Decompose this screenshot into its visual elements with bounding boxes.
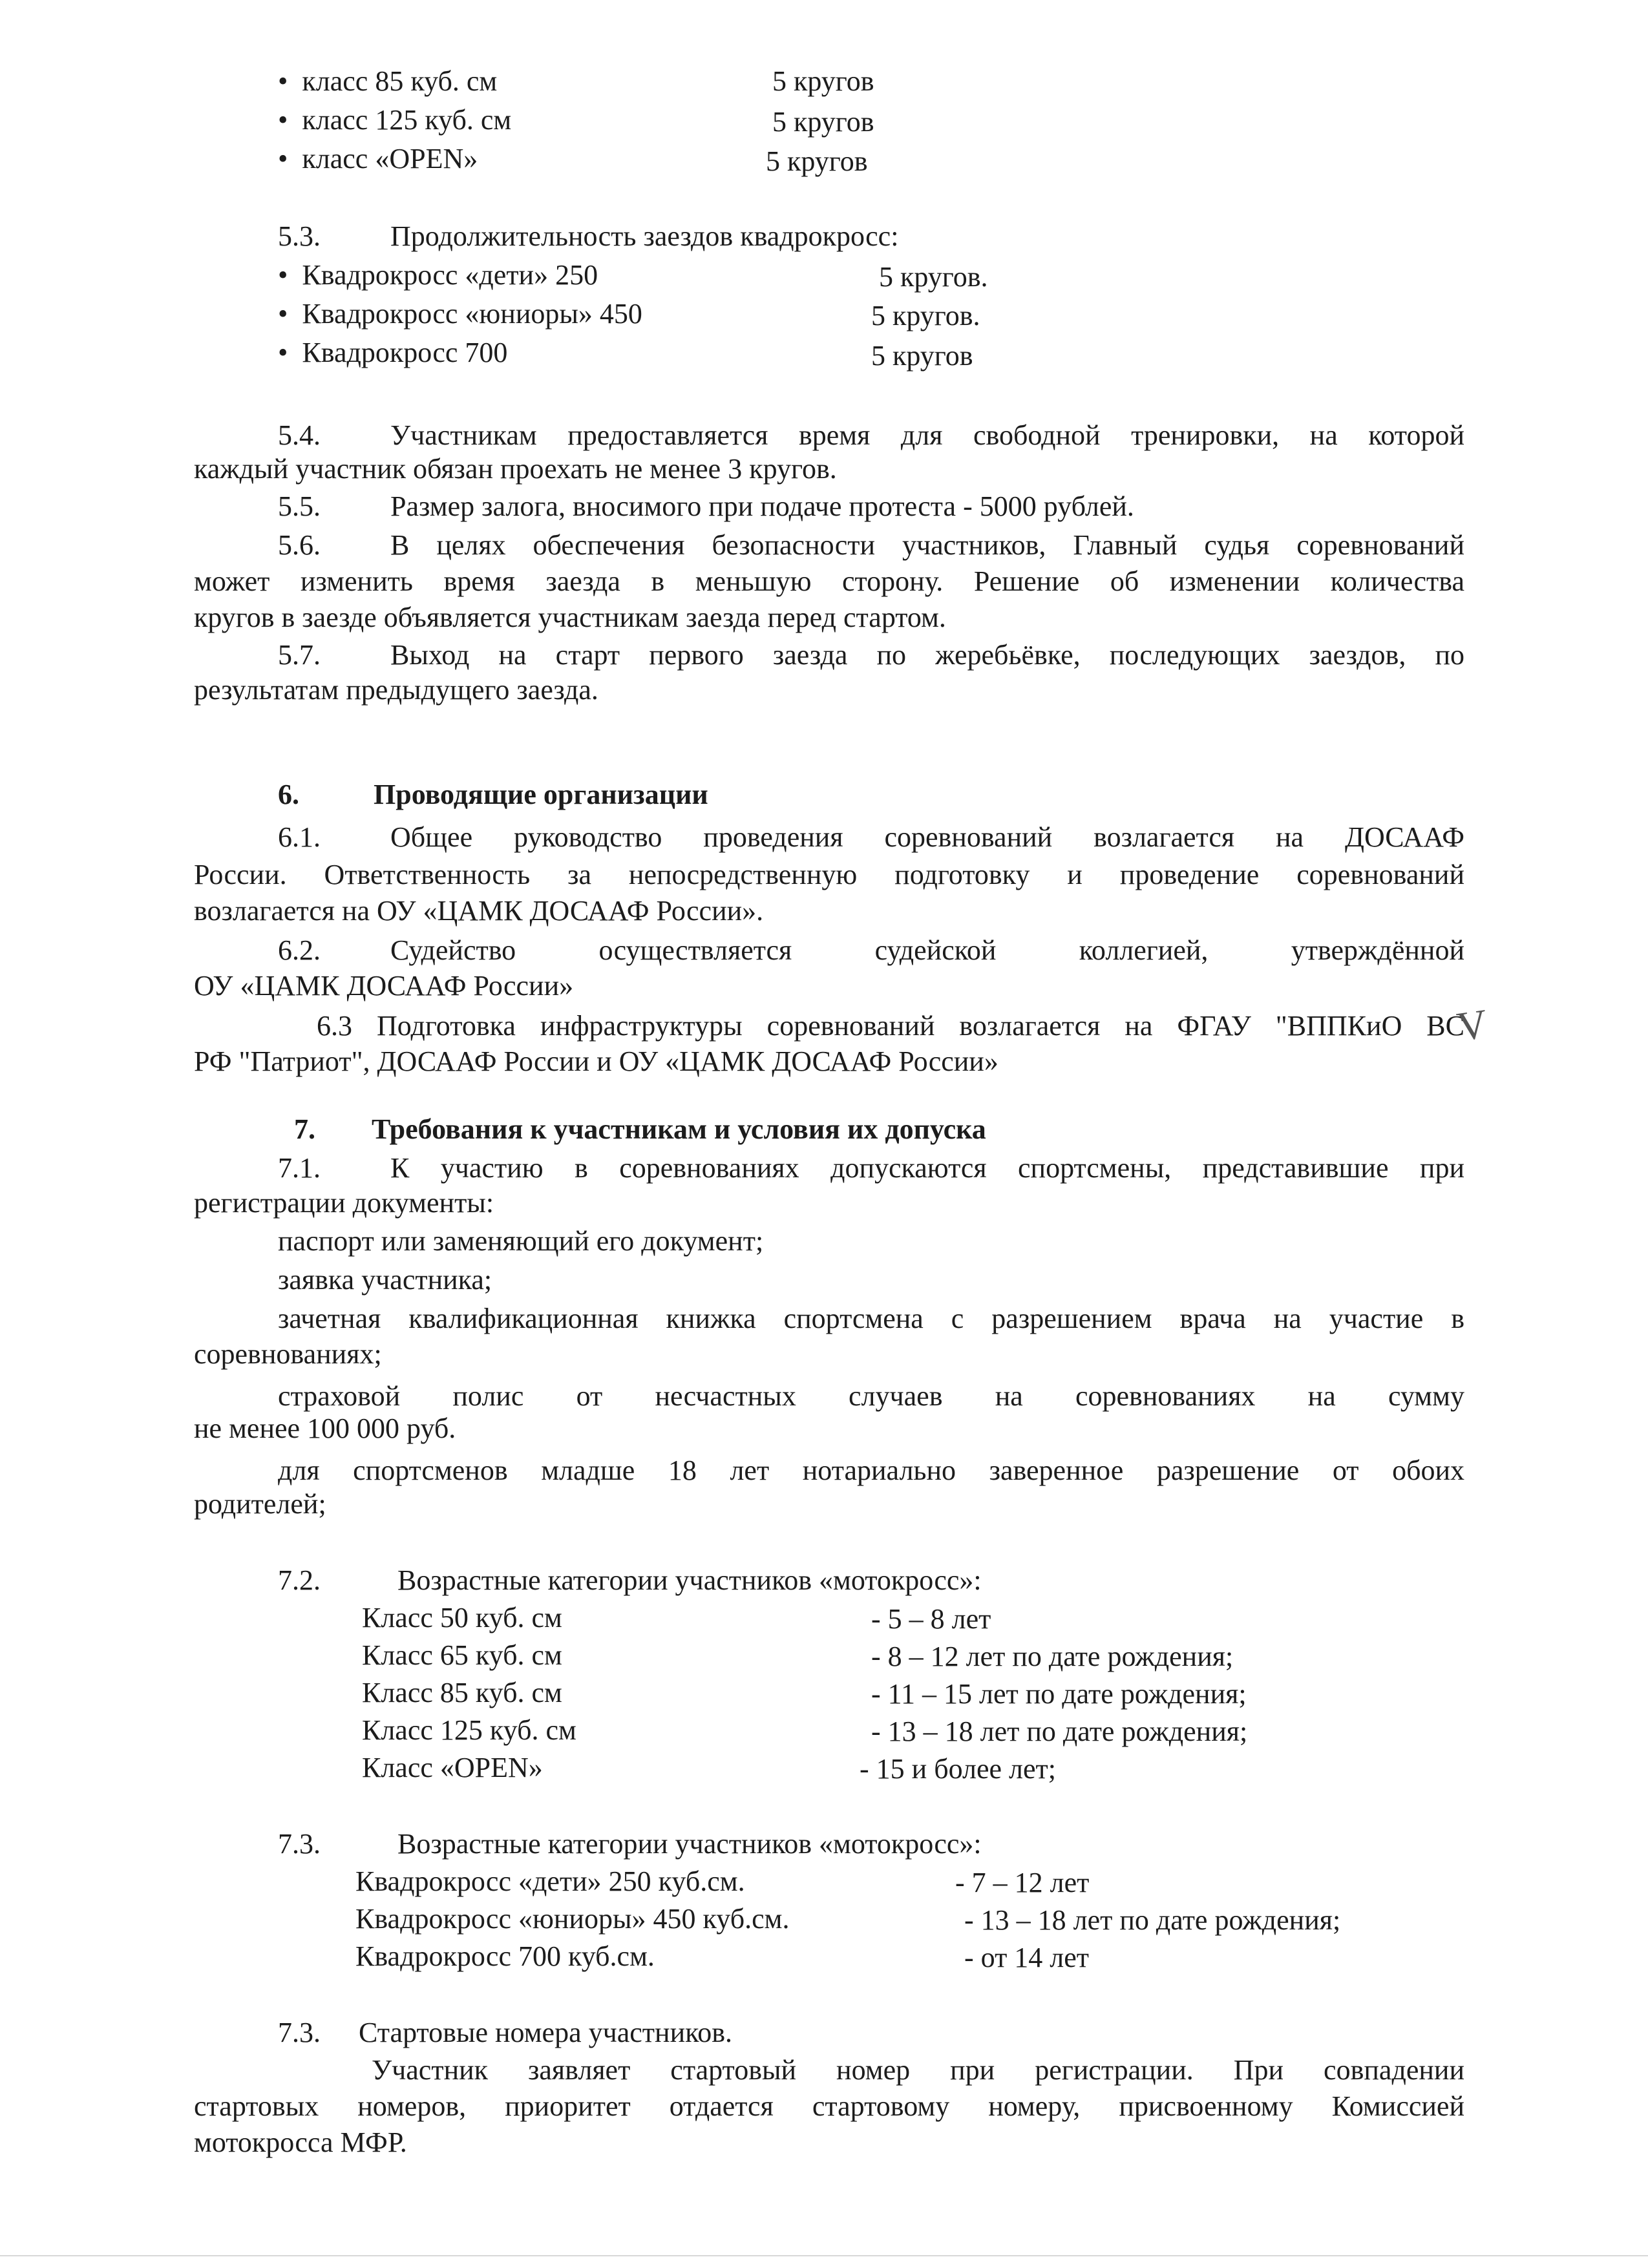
age-category-label: Квадрокросс «дети» 250 куб.см. <box>355 1865 745 1897</box>
doc-list-item: заявка участника; <box>278 1264 492 1296</box>
list-item: • класс «OPEN» <box>278 143 478 174</box>
paragraph-line: 5.7. Выход на старт первого заезда по жеребьёвке, последующих заездов, по <box>278 639 1464 671</box>
age-category-value: - 13 – 18 лет по дате рождения; <box>871 1716 1248 1747</box>
paragraph-line: каждый участник обязан проехать не менее 3 кругов. <box>194 453 837 485</box>
list-item-value: 5 кругов <box>766 145 868 177</box>
paragraph-line: кругов в заезде объявляется участникам заезда перед стартом. <box>194 602 946 633</box>
paragraph-line: Участник заявляет стартовый номер при регистрации. При совпадении <box>372 2054 1464 2086</box>
list-item-value: 5 кругов <box>772 65 874 97</box>
paragraph-line: 6.3 Подготовка инфраструктуры соревнований возлагается на ФГАУ "ВППКиО ВС <box>317 1010 1464 1042</box>
section-title: 7. Требования к участникам и условия их допуска <box>294 1113 986 1145</box>
age-category-value: - 13 – 18 лет по дате рождения; <box>964 1904 1341 1936</box>
age-category-label: Класс 65 куб. см <box>362 1639 562 1671</box>
doc-list-item: родителей; <box>194 1488 326 1520</box>
subsection-heading: 7.3. Стартовые номера участников. <box>278 2017 733 2048</box>
age-category-label: Класс 50 куб. см <box>362 1602 562 1633</box>
paragraph-line: 5.6. В целях обеспечения безопасности участников, Главный судья соревнований <box>278 529 1464 561</box>
paragraph-line: 5.4. Участникам предоставляется время для свободной тренировки, на которой <box>278 419 1464 451</box>
scan-edge-line <box>0 2255 1648 2256</box>
age-category-value: - 15 и более лет; <box>860 1753 1056 1785</box>
section-5-5: 5.5. Размер залога, вносимого при подаче протеста - 5000 рублей. <box>278 490 1134 522</box>
doc-list-item: не менее 100 000 руб. <box>194 1412 456 1444</box>
age-category-label: Класс 85 куб. см <box>362 1677 562 1708</box>
paragraph-line: результатам предыдущего заезда. <box>194 674 598 706</box>
subsection-heading: 7.3. Возрастные категории участников «мотокросс»: <box>278 1828 982 1860</box>
section-title: 6. Проводящие организации <box>278 779 708 810</box>
doc-list-item: для спортсменов младше 18 лет нотариально заверенное разрешение от обоих <box>278 1454 1464 1486</box>
doc-list-item: страховой полис от несчастных случаев на соревнованиях на сумму <box>278 1380 1464 1412</box>
paragraph-line: мотокросса МФР. <box>194 2126 407 2158</box>
section-heading: 5.3. Продолжительность заездов квадрокросс: <box>278 220 899 252</box>
paragraph-line: 6.1. Общее руководство проведения соревнований возлагается на ДОСААФ <box>278 821 1464 853</box>
age-category-label: Квадрокросс «юниоры» 450 куб.см. <box>355 1903 790 1935</box>
paragraph-line: РФ "Патриот", ДОСААФ России и ОУ «ЦАМК ДОСААФ России» <box>194 1045 998 1077</box>
age-category-label: Класс 125 куб. см <box>362 1714 576 1746</box>
paragraph-line: 7.1. К участию в соревнованиях допускаются спортсмены, представившие при <box>278 1152 1464 1184</box>
paragraph-line: России. Ответственность за непосредственную подготовку и проведение соревнований <box>194 859 1464 890</box>
age-category-label: Класс «OPEN» <box>362 1752 543 1783</box>
doc-list-item: соревнованиях; <box>194 1338 382 1370</box>
list-item: • Квадрокросс 700 <box>278 337 508 368</box>
doc-list-item: зачетная квалификационная книжка спортсмена с разрешением врача на участие в <box>278 1303 1464 1334</box>
age-category-value: - 7 – 12 лет <box>955 1867 1090 1898</box>
paragraph-line: регистрации документы: <box>194 1187 494 1219</box>
age-category-value: - 8 – 12 лет по дате рождения; <box>871 1641 1234 1672</box>
age-category-value: - 11 – 15 лет по дате рождения; <box>871 1678 1247 1710</box>
age-category-value: - от 14 лет <box>964 1942 1090 1973</box>
list-item-value: 5 кругов <box>772 106 874 138</box>
paragraph-line: ОУ «ЦАМК ДОСААФ России» <box>194 970 574 1002</box>
list-item: • класс 85 куб. см <box>278 65 498 97</box>
list-item: • класс 125 куб. см <box>278 104 512 136</box>
paragraph-line: возлагается на ОУ «ЦАМК ДОСААФ России». <box>194 895 764 927</box>
list-item: • Квадрокросс «юниоры» 450 <box>278 298 642 330</box>
paragraph-line: стартовых номеров, приоритет отдается стартовому номеру, присвоенному Комиссией <box>194 2090 1464 2122</box>
paragraph-line: может изменить время заезда в меньшую сторону. Решение об изменении количества <box>194 565 1464 597</box>
list-item-value: 5 кругов. <box>871 300 980 331</box>
handwritten-check-mark: V <box>1454 1000 1490 1050</box>
list-item-value: 5 кругов. <box>879 261 988 293</box>
list-item: • Квадрокросс «дети» 250 <box>278 259 598 291</box>
doc-list-item: паспорт или заменяющий его документ; <box>278 1225 764 1257</box>
paragraph-line: 6.2. Судейство осуществляется судейской коллегией, утверждённой <box>278 934 1464 966</box>
subsection-heading: 7.2. Возрастные категории участников «мотокросс»: <box>278 1564 982 1596</box>
list-item-value: 5 кругов <box>871 340 973 372</box>
age-category-value: - 5 – 8 лет <box>871 1603 991 1635</box>
age-category-label: Квадрокросс 700 куб.см. <box>355 1940 655 1972</box>
